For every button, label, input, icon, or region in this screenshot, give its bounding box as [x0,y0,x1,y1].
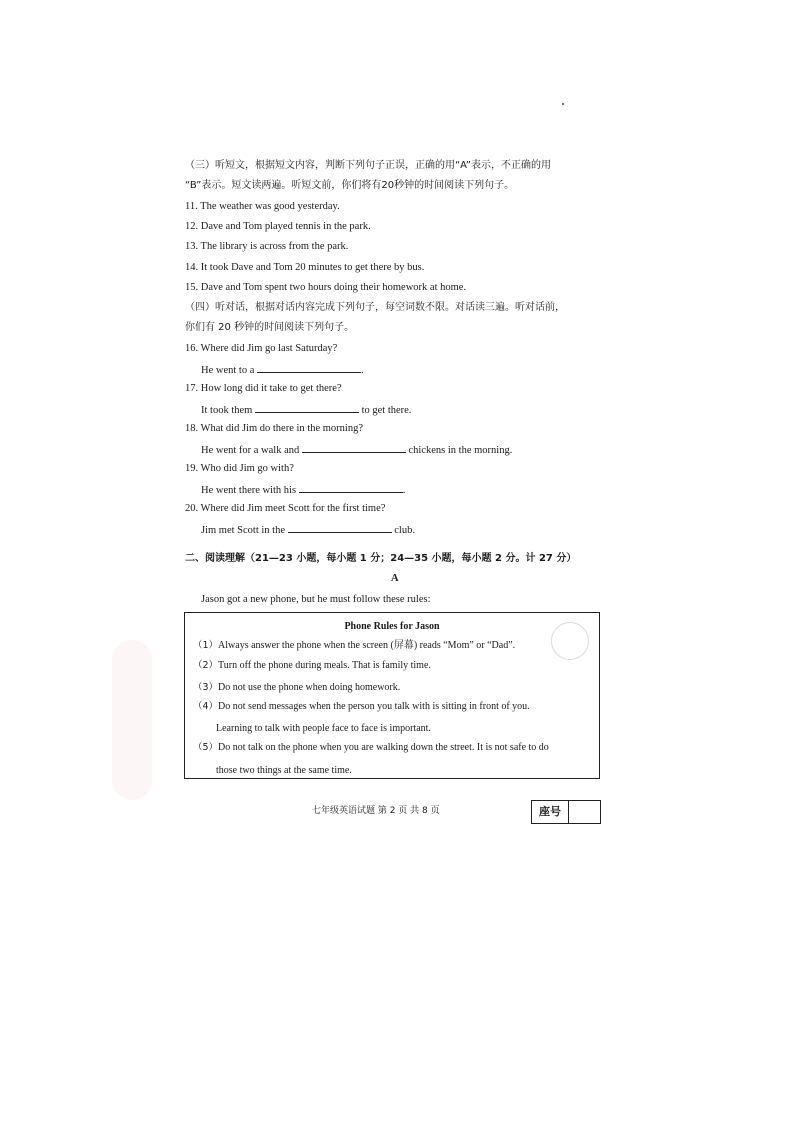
rule-3 [193,681,400,694]
rule-4 [193,700,530,713]
answer-20-post: club. [394,525,415,536]
rule-5-text: Do not talk on the phone when you are walking down the street. It is not safe to do [218,742,549,753]
rule-2-text: Turn off the phone during meals. That is family time. [218,660,431,671]
section3-item-14: 14. It took Dave and Tom 20 minutes to get there by bus. [185,262,425,273]
rule-5-number: （5） [193,742,219,753]
answer-20-pre: Jim met Scott in the [201,525,285,536]
answer-16-pre: He went to a [201,365,255,376]
answer-line-17 [201,402,411,418]
question-19: 19. Who did Jim go with? [185,463,294,474]
section3-instructions-line2: “B”表示。短文读两遍。听短文前，你们将有20秒钟的时间阅读下列句子。 [185,180,515,191]
answer-18-pre: He went for a walk and [201,445,300,456]
rule-5 [193,741,549,754]
answer-line-20 [201,522,415,538]
scan-smudge [112,640,152,800]
reading-heading: 二、阅读理解（21—23 小题，每小题 1 分；24—35 小题，每小题 2 分。计 27 分） [185,553,577,564]
rule-1-text: Always answer the phone when the screen (屏幕) reads “Mom” or “Dad”. [218,640,516,651]
section3-item-15: 15. Dave and Tom spent two hours doing their homework at home. [185,282,467,293]
rule-4-text: Do not send messages when the person you talk with is sitting in front of you. [218,701,530,712]
answer-18-post: chickens in the morning. [408,445,513,456]
seat-number-box [531,800,601,824]
answer-19-post: . [402,485,406,496]
question-16: 16. Where did Jim go last Saturday? [185,343,338,354]
rule-3-number: （3） [193,682,219,693]
phone-rules-box [184,612,600,779]
question-18: 18. What did Jim do there in the morning? [185,423,363,434]
answer-19-pre: He went there with his [201,485,297,496]
answer-16-post: . [360,365,364,376]
section4-instructions-line1: （四）听对话，根据对话内容完成下列句子，每空词数不限。对话读三遍。听对话前， [185,302,565,313]
seat-number-field[interactable] [569,801,600,823]
rule-1 [193,639,515,652]
answer-blank-19[interactable] [299,482,403,493]
answer-blank-20[interactable] [288,522,392,533]
rule-4-continued: Learning to talk with people face to face is important. [216,723,431,734]
section3-instructions-line1: （三）听短文，根据短文内容，判断下列句子正误，正确的用“A”表示，不正确的用 [185,160,551,171]
section3-item-12: 12. Dave and Tom played tennis in the park. [185,221,371,232]
rules-box-title: Phone Rules for Jason [344,621,440,632]
question-17: 17. How long did it take to get there? [185,383,342,394]
rule-5-continued: those two things at the same time. [216,765,352,776]
answer-17-post: to get there. [361,405,412,416]
answer-17-pre: It took them [201,405,253,416]
answer-line-16 [201,362,364,378]
passage-letter: A [391,573,399,584]
answer-blank-16[interactable] [257,362,361,373]
section4-instructions-line2: 你们有 20 秒钟的时间阅读下列句子。 [185,322,355,333]
section3-item-13: 13. The library is across from the park. [185,241,349,252]
answer-blank-18[interactable] [302,442,406,453]
page-footer: 七年级英语试题 第 2 页 共 8 页 [312,806,440,816]
question-20: 20. Where did Jim meet Scott for the first time? [185,503,386,514]
answer-line-18 [201,442,512,458]
rule-2 [193,659,431,672]
rule-4-number: （4） [193,701,219,712]
answer-line-19 [201,482,405,498]
rule-3-text: Do not use the phone when doing homework. [218,682,401,693]
scan-speck [562,103,564,105]
rule-1-number: （1） [193,640,219,651]
seat-number-label: 座号 [532,801,569,823]
rule-2-number: （2） [193,660,219,671]
answer-blank-17[interactable] [255,402,359,413]
passage-intro: Jason got a new phone, but he must follow these rules: [201,594,431,605]
faint-stamp-mark [551,622,589,660]
section3-item-11: 11. The weather was good yesterday. [185,201,340,212]
